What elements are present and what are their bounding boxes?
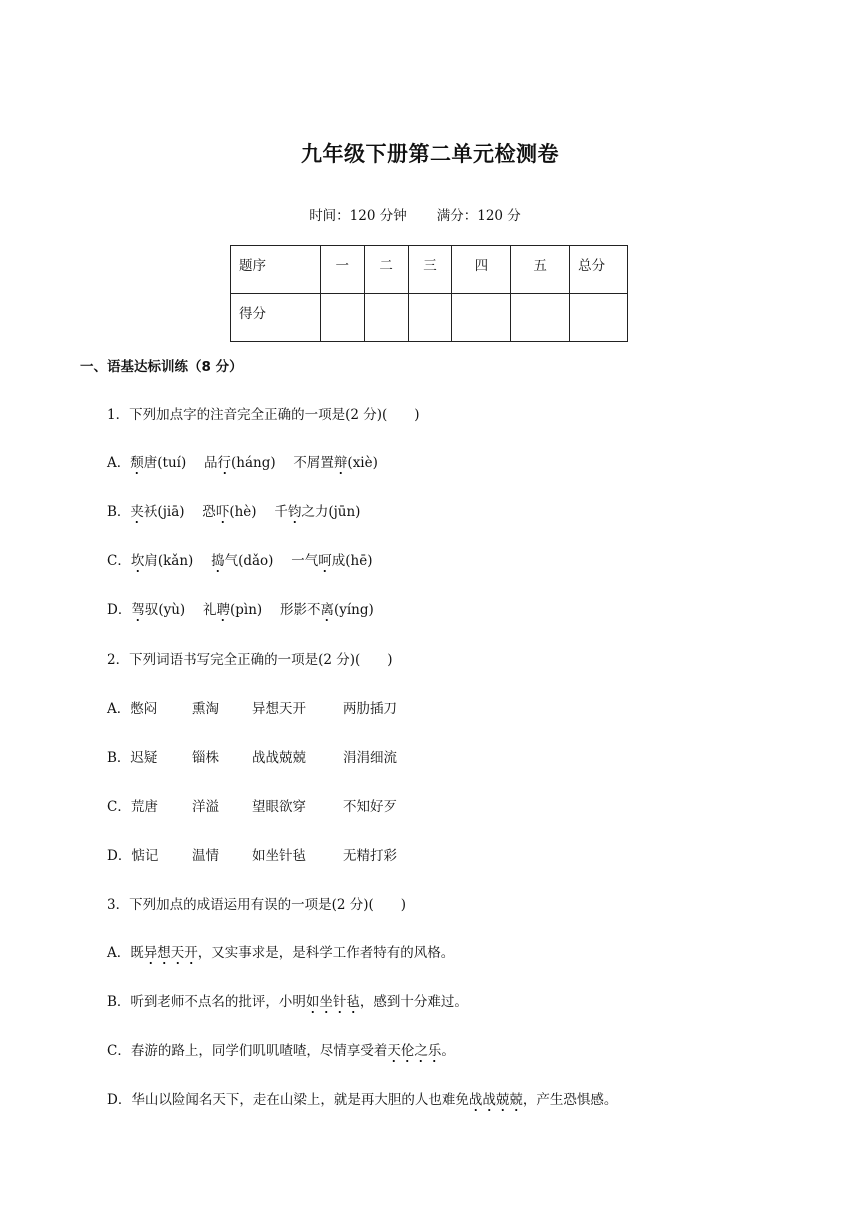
question-3-option-d: D．华山以险闻名天下，走在山梁上，就是再大胆的人也难免战战兢兢，产生恐惧感。: [107, 1088, 617, 1108]
score-cell[interactable]: [570, 294, 628, 342]
score-header-cell: 四: [452, 246, 511, 294]
question-3-stem: 3．下列加点的成语运用有误的一项是(2 分)( ): [107, 897, 407, 913]
exam-full-score: 满分：120 分: [436, 208, 521, 224]
score-cell[interactable]: [364, 294, 408, 342]
score-table: [230, 245, 628, 342]
score-cell[interactable]: [452, 294, 511, 342]
question-1-option-d: D．驾驭(yù) 礼聘(pìn) 形影不离(yíng): [107, 598, 374, 622]
emphasized-idiom: 异想天开: [144, 945, 198, 965]
score-header-cell: 二: [364, 246, 408, 294]
question-2-option-a: A．憋闷 熏淘 异想天开 两肋插刀: [107, 701, 397, 717]
score-header-cell: 五: [511, 246, 570, 294]
score-header-cell: 题序: [231, 246, 321, 294]
score-table-header-row: [231, 246, 628, 294]
question-2-stem: 2．下列词语书写完全正确的一项是(2 分)( ): [107, 652, 393, 668]
score-cell[interactable]: [320, 294, 364, 342]
question-2-option-b: B．迟疑 锱株 战战兢兢 涓涓细流: [107, 750, 397, 766]
question-2-option-c: C．荒唐 洋溢 望眼欲穿 不知好歹: [107, 799, 397, 815]
score-header-cell: 总分: [570, 246, 628, 294]
question-3-option-a: A．既异想天开，又实事求是，是科学工作者特有的风格。: [107, 941, 454, 961]
score-cell[interactable]: [511, 294, 570, 342]
question-3-option-b: B．听到老师不点名的批评，小明如坐针毡，感到十分难过。: [107, 990, 468, 1010]
question-1-option-b: B．夹袄(jiā) 恐吓(hè) 千钧之力(jūn): [107, 500, 360, 524]
score-table-score-row: [231, 294, 628, 342]
score-row-label: 得分: [231, 294, 321, 342]
question-3-option-c: C．春游的路上，同学们叽叽喳喳，尽情享受着天伦之乐。: [107, 1039, 455, 1059]
page-title: 九年级下册第二单元检测卷: [301, 142, 559, 166]
exam-meta: [0, 204, 830, 224]
score-header-cell: 一: [320, 246, 364, 294]
exam-time: 时间：120 分钟: [309, 208, 407, 224]
score-cell[interactable]: [408, 294, 452, 342]
question-1-stem: 1．下列加点字的注音完全正确的一项是(2 分)( ): [107, 407, 420, 423]
section-heading: 一、语基达标训练（8 分）: [80, 359, 243, 375]
question-2-option-d: D．惦记 温情 如坐针毡 无精打彩: [107, 848, 397, 864]
question-1-option-a: A．颓唐(tuí) 品行(háng) 不屑置辩(xiè): [107, 451, 378, 475]
score-header-cell: 三: [408, 246, 452, 294]
question-1-option-c: C．坎肩(kǎn) 捣气(dǎo) 一气呵成(hē): [107, 549, 372, 573]
emphasized-idiom: 战战兢兢: [469, 1092, 523, 1112]
emphasized-idiom: 如坐针毡: [306, 994, 360, 1014]
emphasized-idiom: 天伦之乐: [387, 1043, 441, 1063]
